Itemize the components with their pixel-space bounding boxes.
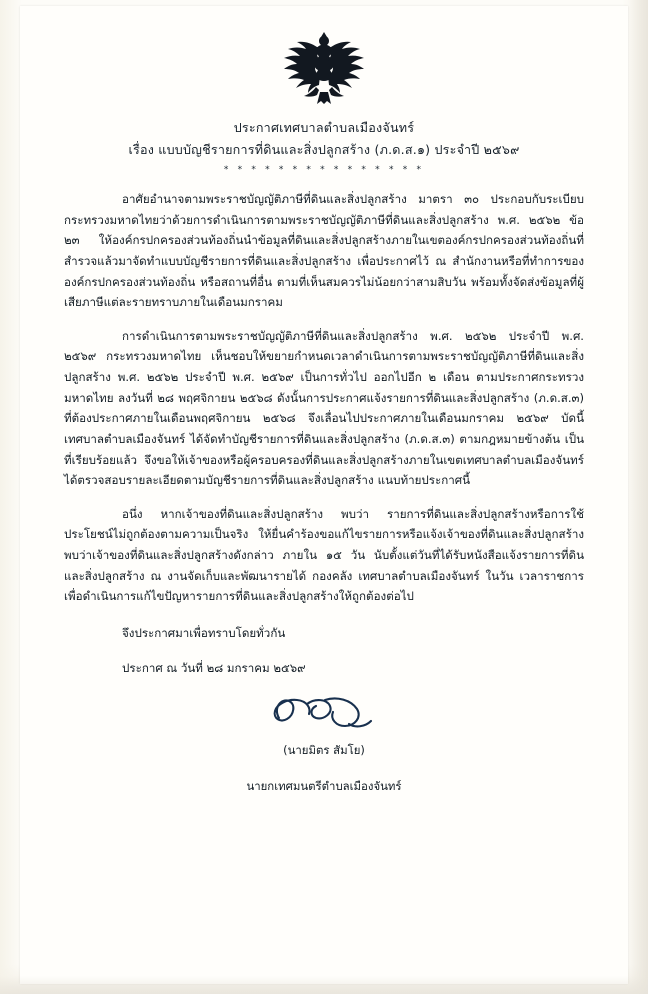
document-body: [64, 118, 584, 796]
paragraph-3: อนึ่ง หากเจ้าของที่ดินและสิ่งปลูกสร้าง พบว่า รายการที่ดินและสิ่งปลูกสร้างหรือการใช้ประโยชน์ไม่ถูกต้องตามความเป็นจริง ให้ยื่นคำร้องขอแก้ไขรายการหรือแจ้งเจ้าของที่ดินและสิ่งปลูกสร้างพบว่าเจ้าของที่ดินและสิ่งปลูกสร้างดังกล่าว ภายใน ๑๕ วัน นับตั้งแต่วันที่ได้รับหนังสือแจ้งรายการที่ดินและสิ่งปลูกสร้าง ณ งานจัดเก็บและพัฒนารายได้ กองคลัง เทศบาลตำบลเมืองจันทร์ ในวัน เวลาราชการ เพื่อดำเนินการแก้ไขปัญหารายการที่ดินและสิ่งปลูกสร้างให้ถูกต้องต่อไป: [64, 506, 584, 604]
paragraph-1: อาศัยอำนาจตามพระราชบัญญัติภาษีที่ดินและสิ่งปลูกสร้าง มาตรา ๓๐ ประกอบกับระเบียบกระทรวงมหาดไทยว่าด้วยการดำเนินการตามพระราชบัญญัติภาษีที่ดินและสิ่งปลูกสร้าง พ.ศ. ๒๕๖๒ ข้อ ๒๓ ให้องค์กรปกครองส่วนท้องถิ่นนำข้อมูลที่ดินและสิ่งปลูกสร้างภายในเขตองค์กรปกครองส่วนท้องถิ่นที่สำรวจแล้วมาจัดทำแบบบัญชีรายการที่ดินและสิ่งปลูกสร้าง เพื่อประกาศไว้ ณ สำนักงานหรือที่ทำการขององค์กรปกครองส่วนท้องถิ่น หรือสถานที่อื่น ตามที่เห็นสมควรไม่น้อยกว่าสามสิบวัน พร้อมทั้งจัดส่งข้อมูลที่ผู้เสียภาษีแต่ละรายทราบภายในเดือนมกราคม: [64, 192, 584, 310]
signer-title: นายกเทศมนตรีตำบลเมืองจันทร์: [246, 779, 402, 794]
paper-sheet: [20, 6, 628, 984]
handwritten-signature-icon: [249, 684, 399, 744]
paragraph-2: การดำเนินการตามพระราชบัญญัติภาษีที่ดินและสิ่งปลูกสร้าง พ.ศ. ๒๕๖๒ ประจำปี พ.ศ. ๒๕๖๙ กระทรวงมหาดไทย เห็นชอบให้ขยายกำหนดเวลาดำเนินการตามพระราชบัญญัติภาษีที่ดินและสิ่งปลูกสร้าง พ.ศ. ๒๕๖๒ ประจำปี พ.ศ. ๒๕๖๙ เป็นการทั่วไป ออกไปอีก ๒ เดือน ตามประกาศกระทรวงมหาดไทย ลงวันที่ ๒๘ พฤศจิกายน ๒๕๖๘ ดังนั้นการประกาศแจ้งรายการที่ดินและสิ่งปลูกสร้าง (ภ.ด.ส.๓) ที่ต้องประกาศภายในเดือนพฤศจิกายน ๒๕๖๘ จึงเลื่อนไปประกาศภายในเดือนมกราคม ๒๕๖๙ บัดนี้ เทศบาลตำบลเมืองจันทร์ ได้จัดทำบัญชีรายการที่ดินและสิ่งปลูกสร้าง (ภ.ด.ส.๓) ตามกฎหมายข้างต้น เป็นที่เรียบร้อยแล้ว จึงขอให้เจ้าของหรือผู้ครอบครองที่ดินและสิ่งปลูกสร้างภายในเขตเทศบาลตำบลเมืองจันทร์ ได้ตรวจสอบรายละเอียดตามบัญชีรายการที่ดินและสิ่งปลูกสร้าง แนบท้ายประกาศนี้: [64, 328, 584, 488]
closing-statement: จึงประกาศมาเพื่อทราบโดยทั่วกัน: [122, 625, 286, 640]
signature-area: [64, 684, 584, 758]
page-subtitle: เรื่อง แบบบัญชีรายการที่ดินและสิ่งปลูกสร้าง (ภ.ด.ส.๑) ประจำปี ๒๕๖๙: [128, 141, 520, 157]
page-edge-shadow: [628, 0, 648, 994]
announcement-date: ประกาศ ณ วันที่ ๒๘ มกราคม ๒๕๖๙: [122, 660, 306, 675]
page-title: ประกาศเทศบาลตำบลเมืองจันทร์: [233, 120, 415, 135]
garuda-emblem: [20, 30, 628, 112]
decorative-separator: * * * * * * * * * * * * * * *: [223, 165, 425, 176]
title-block: [64, 118, 584, 159]
signer-name: (นายมิตร สัมโย): [283, 743, 365, 758]
